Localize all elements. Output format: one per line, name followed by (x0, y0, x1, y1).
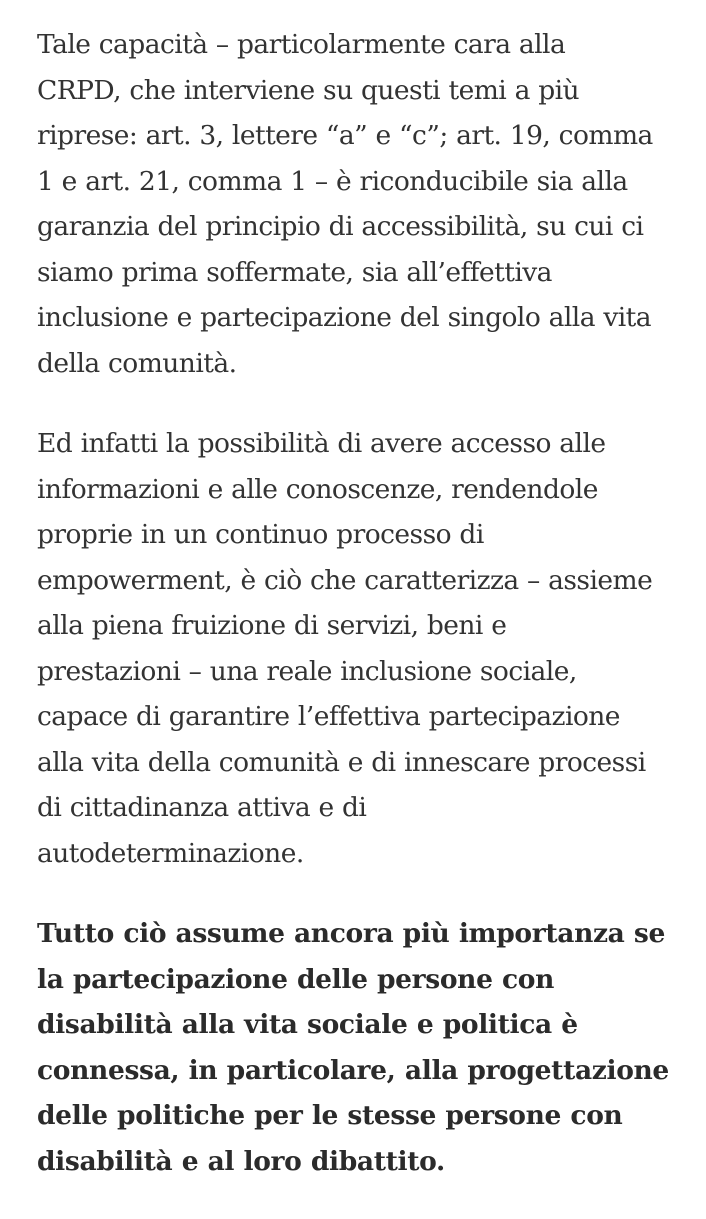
article-body (37, 22, 687, 1219)
text-line: empowerment, è ciò che caratterizza – assieme (37, 564, 653, 596)
text-line: alla piena fruizione di servizi, beni e (37, 610, 507, 641)
text-line: Tutto ciò assume ancora più importanza se (37, 918, 665, 949)
text-line: di cittadinanza attiva e di (37, 792, 367, 823)
text-line: proprie in un continuo processo di (37, 519, 484, 550)
text-line: prestazioni – una reale inclusione sociale, (37, 655, 577, 687)
text-line: capace di garantire l’effettiva partecipazione (37, 701, 620, 732)
paragraph-2 (37, 421, 687, 876)
text-line: autodeterminazione. (37, 837, 304, 869)
text-line: disabilità alla vita sociale e politica è (37, 1009, 578, 1040)
text-line: alla vita della comunità e di innescare processi (37, 746, 646, 778)
text-line: CRPD, che interviene su questi temi a più (37, 74, 580, 106)
text-line: garanzia del principio di accessibilità, su cui ci (37, 211, 644, 242)
text-line: della comunità. (37, 347, 237, 379)
text-line: connessa, in particolare, alla progettazione (37, 1054, 669, 1086)
text-line: Tale capacità – particolarmente cara alla (37, 29, 566, 60)
text-line: disabilità e al loro dibattito. (37, 1145, 445, 1177)
text-line: Ed infatti la possibilità di avere accesso alle (37, 428, 606, 459)
text-line: riprese: art. 3, lettere “a” e “c”; art. 19, comma (37, 120, 653, 151)
paragraph-3-bold (37, 911, 687, 1184)
text-line: 1 e art. 21, comma 1 – è riconducibile sia alla (37, 165, 628, 197)
text-line: siamo prima soffermate, sia all’effettiva (37, 256, 552, 288)
text-line: delle politiche per le stesse persone con (37, 1100, 623, 1131)
text-line: la partecipazione delle persone con (37, 963, 555, 995)
text-line: informazioni e alle conoscenze, rendendole (37, 473, 598, 505)
paragraph-1 (37, 22, 687, 386)
text-line: inclusione e partecipazione del singolo alla vita (37, 302, 652, 333)
